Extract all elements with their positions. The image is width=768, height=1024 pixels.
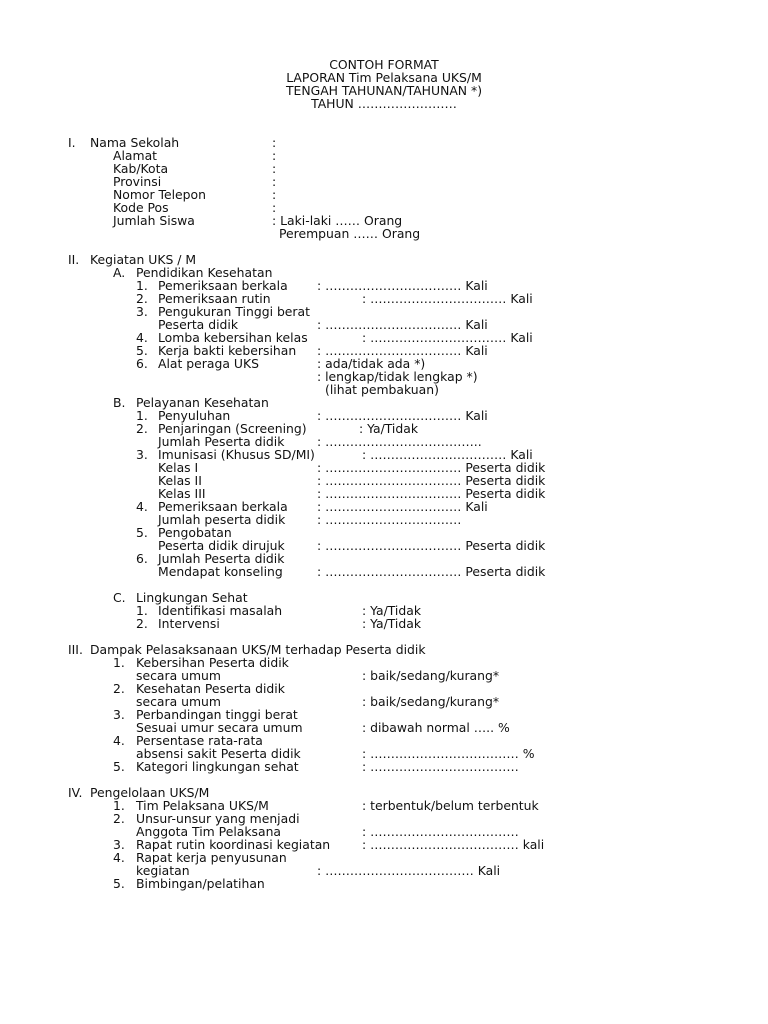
item-value: : …………………………… Kali — [317, 499, 488, 514]
field-value: : — [272, 200, 277, 215]
section-2-title: Kegiatan UKS / M — [90, 252, 197, 267]
item-label: Kebersihan Peserta didik — [136, 655, 289, 670]
section-1-number: I. — [68, 135, 76, 150]
field-value: : — [272, 148, 277, 163]
item-value: : ……………………………… Kali — [317, 863, 501, 878]
field-value: : — [272, 187, 277, 202]
item-value: : …………………………… Peserta didik — [317, 460, 546, 475]
item-value: : Ya/Tidak — [359, 421, 419, 436]
section-3-title: Dampak Pelasaksanaan UKS/M terhadap Peserta didik — [90, 642, 426, 657]
field-value-extra: Perempuan …… Orang — [279, 226, 421, 241]
section-2-number: II. — [68, 252, 80, 267]
item-number: 6. — [136, 356, 148, 371]
field-value: : Laki-laki …… Orang — [272, 213, 403, 228]
item-label: Jumlah peserta didik — [158, 512, 286, 527]
item-value: : terbentuk/belum terbentuk — [362, 798, 539, 813]
item-value: : …………………………… Kali — [362, 447, 533, 462]
subsection-title: Pendidikan Kesehatan — [136, 265, 273, 280]
item-label: Bimbingan/pelatihan — [136, 876, 265, 891]
item-label: Tim Pelaksana UKS/M — [136, 798, 269, 813]
item-value: : …………………………… Kali — [317, 317, 488, 332]
item-label: Persentase rata-rata — [136, 733, 263, 748]
item-label: Rapat rutin koordinasi kegiatan — [136, 837, 331, 852]
item-value: : ……………………………… — [362, 824, 519, 839]
item-value: : …………………………… Kali — [362, 291, 533, 306]
item-number: 2. — [136, 291, 148, 306]
item-number: 5. — [113, 759, 125, 774]
item-label: Intervensi — [158, 616, 220, 631]
item-value: : ……………………………… kali — [362, 837, 545, 852]
item-label: Kelas II — [158, 473, 202, 488]
field-label: Kode Pos — [113, 200, 169, 215]
item-number: 6. — [136, 551, 148, 566]
item-label: secara umum — [136, 694, 221, 709]
item-label: Jumlah Peserta didik — [158, 551, 285, 566]
item-number: 1. — [136, 603, 148, 618]
header-line-2: LAPORAN Tim Pelaksana UKS/M — [286, 70, 482, 85]
item-label: Penjaringan (Screening) — [158, 421, 307, 436]
item-value: : baik/sedang/kurang* — [362, 694, 500, 709]
field-label: Alamat — [113, 148, 158, 163]
item-label: absensi sakit Peserta didik — [136, 746, 301, 761]
item-value: : …………………………… Peserta didik — [317, 473, 546, 488]
item-number: 1. — [113, 798, 125, 813]
field-label: Kab/Kota — [113, 161, 169, 176]
item-label: Jumlah Peserta didik — [158, 434, 285, 449]
subsection-letter: C. — [113, 590, 126, 605]
subsection-letter: A. — [113, 265, 126, 280]
item-label: Lomba kebersihan kelas — [158, 330, 308, 345]
header-line-4: TAHUN …………………… — [311, 96, 457, 111]
item-label: Penyuluhan — [158, 408, 231, 423]
item-number: 1. — [136, 408, 148, 423]
item-value: : lengkap/tidak lengkap *) — [317, 369, 478, 384]
field-value: : — [272, 174, 277, 189]
item-label: Kelas III — [158, 486, 206, 501]
item-label: Sesuai umur secara umum — [136, 720, 303, 735]
item-number: 5. — [136, 525, 148, 540]
item-number: 4. — [136, 330, 148, 345]
item-label: Mendapat konseling — [158, 564, 283, 579]
field-label: Nomor Telepon — [113, 187, 206, 202]
item-label: Pemeriksaan berkala — [158, 278, 288, 293]
item-number: 3. — [113, 707, 125, 722]
header-line-3: TENGAH TAHUNAN/TAHUNAN *) — [285, 83, 483, 98]
item-value: : …………………………… Kali — [317, 343, 488, 358]
item-number: 4. — [113, 850, 125, 865]
section-4-number: IV. — [68, 785, 83, 800]
item-value: : ada/tidak ada *) — [317, 356, 426, 371]
item-value: : …………………………… Peserta didik — [317, 486, 546, 501]
item-label: Peserta didik — [158, 317, 239, 332]
subsection-title: Lingkungan Sehat — [136, 590, 248, 605]
item-label: Alat peraga UKS — [158, 356, 259, 371]
item-number: 5. — [136, 343, 148, 358]
item-number: 2. — [136, 421, 148, 436]
item-number: 4. — [113, 733, 125, 748]
item-label: Kerja bakti kebersihan — [158, 343, 297, 358]
field-value: : — [272, 135, 277, 150]
field-value: : — [272, 161, 277, 176]
item-number: 5. — [113, 876, 125, 891]
item-number: 2. — [113, 811, 125, 826]
item-label: Identifikasi masalah — [158, 603, 283, 618]
field-label: Jumlah Siswa — [113, 213, 195, 228]
item-label: Rapat kerja penyusunan — [136, 850, 287, 865]
section-4-title: Pengelolaan UKS/M — [90, 785, 210, 800]
item-number: 3. — [136, 447, 148, 462]
item-value: : ……………………………….. — [317, 434, 482, 449]
item-value: : baik/sedang/kurang* — [362, 668, 500, 683]
subsection-title: Pelayanan Kesehatan — [136, 395, 269, 410]
item-value: : …………………………… — [317, 512, 462, 527]
item-value: : …………………………… Peserta didik — [317, 564, 546, 579]
item-label: Perbandingan tinggi berat — [136, 707, 298, 722]
field-label: Provinsi — [113, 174, 162, 189]
item-label: Pengobatan — [158, 525, 232, 540]
item-label: Unsur-unsur yang menjadi — [136, 811, 300, 826]
item-label: Kategori lingkungan sehat — [136, 759, 299, 774]
item-label: Anggota Tim Pelaksana — [136, 824, 282, 839]
section-3-number: III. — [68, 642, 83, 657]
item-value: : …………………………… Peserta didik — [317, 538, 546, 553]
item-number: 2. — [113, 681, 125, 696]
item-label: Pemeriksaan rutin — [158, 291, 271, 306]
item-label: Peserta didik dirujuk — [158, 538, 285, 553]
item-label: kegiatan — [136, 863, 190, 878]
item-number: 4. — [136, 499, 148, 514]
item-label: Pengukuran Tinggi berat — [158, 304, 310, 319]
item-label: Imunisasi (Khusus SD/MI) — [158, 447, 315, 462]
item-number: 3. — [136, 304, 148, 319]
item-number: 1. — [113, 655, 125, 670]
field-label: Nama Sekolah — [90, 135, 180, 150]
item-value-note: (lihat pembakuan) — [325, 382, 439, 397]
item-label: Pemeriksaan berkala — [158, 499, 288, 514]
item-label: Kelas I — [158, 460, 199, 475]
item-number: 1. — [136, 278, 148, 293]
item-number: 2. — [136, 616, 148, 631]
item-value: : ……………………………… — [362, 759, 519, 774]
item-value: : ……………………………… % — [362, 746, 535, 761]
item-number: 3. — [113, 837, 125, 852]
subsection-letter: B. — [113, 395, 126, 410]
item-value: : dibawah normal ….. % — [362, 720, 510, 735]
item-label: Kesehatan Peserta didik — [136, 681, 285, 696]
header-line-1: CONTOH FORMAT — [329, 57, 439, 72]
item-value: : …………………………… Kali — [362, 330, 533, 345]
item-value: : Ya/Tidak — [362, 616, 422, 631]
item-value: : Ya/Tidak — [362, 603, 422, 618]
item-label: secara umum — [136, 668, 221, 683]
item-value: : …………………………… Kali — [317, 278, 488, 293]
item-value: : …………………………… Kali — [317, 408, 488, 423]
